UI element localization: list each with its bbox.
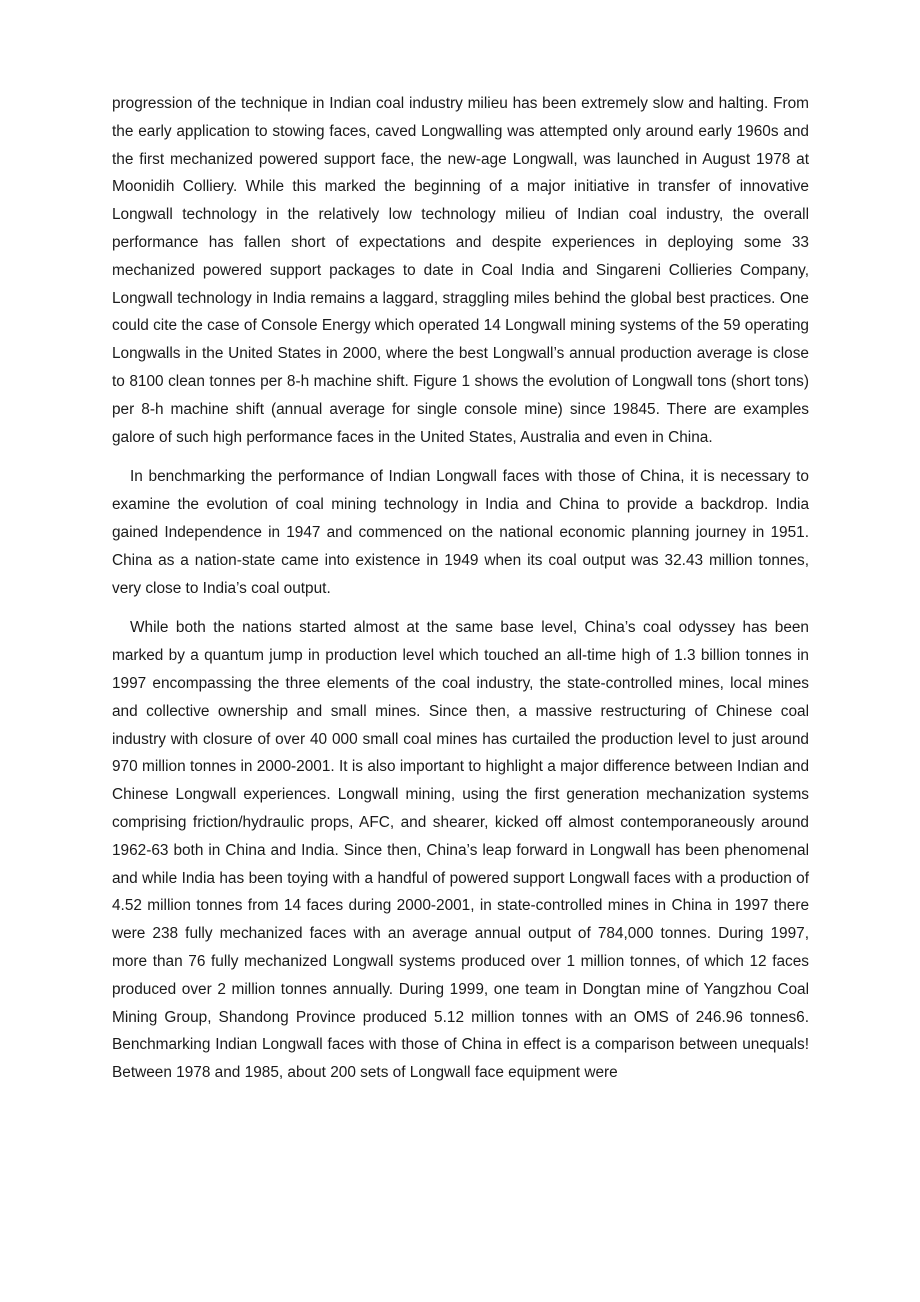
paragraph-longwall-progression: progression of the technique in Indian coal industry milieu has been extremely slow and halting. From the early application to stowing faces, caved Longwalling was attempted only around early 1960s and the first mechanized powered support face, the new-age Longwall, was launched in August 1978 at Moonidih Colliery. While this marked the beginning of a major initiative in transfer of innovative Longwall technology in the relatively low technology milieu of Indian coal industry, the overall performance has fallen short of expectations and despite experiences in deploying some 33 mechanized powered support packages to date in Coal India and Singareni Collieries Company, Longwall technology in India remains a laggard, straggling miles behind the global best practices. One could cite the case of Console Energy which operated 14 Longwall mining systems of the 59 operating Longwalls in the United States in 2000, where the best Longwall’s annual production average is close to 8100 clean tonnes per 8-h machine shift. Figure 1 shows the evolution of Longwall tons (short tons) per 8-h machine shift (annual average for single console mine) since 19845. There are examples galore of such high performance faces in the United States, Australia and even in China.	[112, 95, 809, 446]
document-page	[112, 90, 809, 1099]
paragraph-benchmarking-india-china: In benchmarking the performance of Indian Longwall faces with those of China, it is necessary to examine the evolution of coal mining technology in India and China to provide a backdrop. India gained Independence in 1947 and commenced on the national economic planning journey in 1951. China as a nation-state came into existence in 1949 when its coal output was 32.43 million tonnes, very close to India’s coal output.	[112, 468, 809, 597]
paragraph-china-coal-odyssey: While both the nations started almost at the same base level, China’s coal odyssey has been marked by a quantum jump in production level which touched an all-time high of 1.3 billion tonnes in 1997 encompassing the three elements of the coal industry, the state-controlled mines, local mines and collective ownership and small mines. Since then, a massive restructuring of Chinese coal industry with closure of over 40 000 small coal mines has curtailed the production level to just around 970 million tonnes in 2000-2001. It is also important to highlight a major difference between Indian and Chinese Longwall experiences. Longwall mining, using the first generation mechanization systems comprising friction/hydraulic props, AFC, and shearer, kicked off almost contemporaneously around 1962-63 both in China and India. Since then, China’s leap forward in Longwall has been phenomenal and while India has been toying with a handful of powered support Longwall faces with a production of 4.52 million tonnes from 14 faces during 2000-2001, in state-controlled mines in China in 1997 there were 238 fully mechanized faces with an average annual output of 784,000 tonnes. During 1997, more than 76 fully mechanized Longwall systems produced over 1 million tonnes, of which 12 faces produced over 2 million tonnes annually. During 1999, one team in Dongtan mine of Yangzhou Coal Mining Group, Shandong Province produced 5.12 million tonnes with an OMS of 246.96 tonnes6. Benchmarking Indian Longwall faces with those of China in effect is a comparison between unequals! Between 1978 and 1985, about 200 sets of Longwall face equipment were	[112, 619, 809, 1082]
